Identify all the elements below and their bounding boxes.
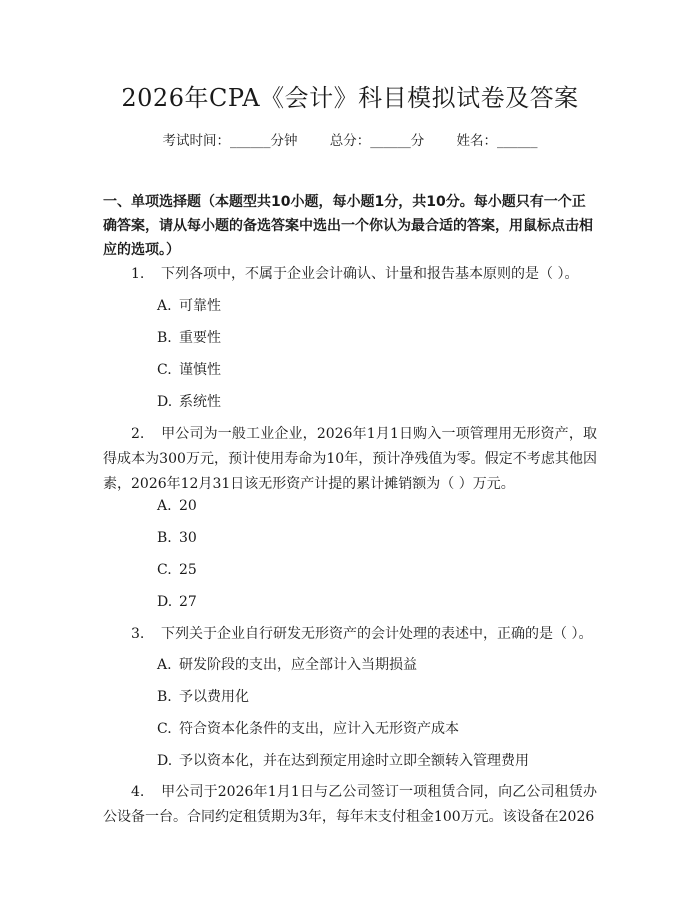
question-1-option-b[interactable] [157,327,597,349]
page-title: 2026年CPA《会计》科目模拟试卷及答案 [121,84,579,112]
question-text: 甲公司于2026年1月1日与乙公司签订一项租赁合同，向乙公司租赁办公设备一台。合同约定租赁期为3年，每年末支付租金100万元。该设备在2026 [103,784,597,825]
question-number: 4. [131,784,145,800]
question-4 [103,780,597,830]
option-text: 予以资本化，并在达到预定用途时立即全额转入管理费用 [179,753,529,769]
option-letter: A. [157,657,172,673]
question-text: 甲公司为一般工业企业，2026年1月1日购入一项管理用无形资产，取得成本为300万元，预计使用寿命为10年，预计净残值为零。假定不考虑其他因素，2026年12月31日该无形资产计提的累计摊销额为（ ）万元。 [103,426,597,492]
option-letter: B. [157,530,172,546]
section-heading: 一、单项选择题（本题型共10小题，每小题1分，共10分。每小题只有一个正确答案，请从每小题的备选答案中选出一个你认为最合适的答案，用鼠标点击相应的选项。） [103,194,593,258]
name-field: 姓名：______ [456,133,538,149]
question-text: 下列各项中，不属于企业会计确认、计量和报告基本原则的是（ ）。 [161,266,579,282]
option-text: 系统性 [179,394,221,410]
question-number: 3. [131,626,145,642]
option-letter: D. [157,753,173,769]
option-text: 30 [179,530,197,546]
option-letter: C. [157,562,172,578]
option-text: 25 [179,562,197,578]
question-1 [103,262,597,287]
option-letter: C. [157,362,172,378]
question-3-option-d[interactable] [157,750,597,772]
option-text: 20 [179,498,197,514]
option-text: 予以费用化 [179,689,249,705]
option-letter: C. [157,721,172,737]
question-number: 1. [131,266,145,282]
question-1-option-c[interactable] [157,359,597,381]
question-3 [103,622,597,647]
question-2 [103,422,597,497]
option-letter: A. [157,498,172,514]
question-3-option-c[interactable] [157,718,597,740]
option-text: 重要性 [179,330,221,346]
question-1-option-a[interactable] [157,295,597,317]
question-3-option-b[interactable] [157,686,597,708]
question-2-option-d[interactable] [157,591,597,613]
question-text: 下列关于企业自行研发无形资产的会计处理的表述中，正确的是（ ）。 [161,626,593,642]
question-2-option-b[interactable] [157,527,597,549]
option-letter: B. [157,689,172,705]
question-2-option-c[interactable] [157,559,597,581]
option-text: 符合资本化条件的支出，应计入无形资产成本 [179,721,459,737]
option-letter: B. [157,330,172,346]
option-letter: D. [157,594,173,610]
total-score-field: 总分：______分 [329,133,425,149]
option-text: 可靠性 [179,298,221,314]
question-3-option-a[interactable] [157,654,597,676]
question-1-option-d[interactable] [157,391,597,413]
exam-meta-line [0,130,700,152]
question-number: 2. [131,426,145,442]
question-2-option-a[interactable] [157,495,597,517]
exam-time-field: 考试时间：______分钟 [162,133,298,149]
option-letter: A. [157,298,172,314]
option-text: 谨慎性 [179,362,221,378]
option-letter: D. [157,394,173,410]
option-text: 研发阶段的支出，应全部计入当期损益 [179,657,417,673]
option-text: 27 [179,594,197,610]
